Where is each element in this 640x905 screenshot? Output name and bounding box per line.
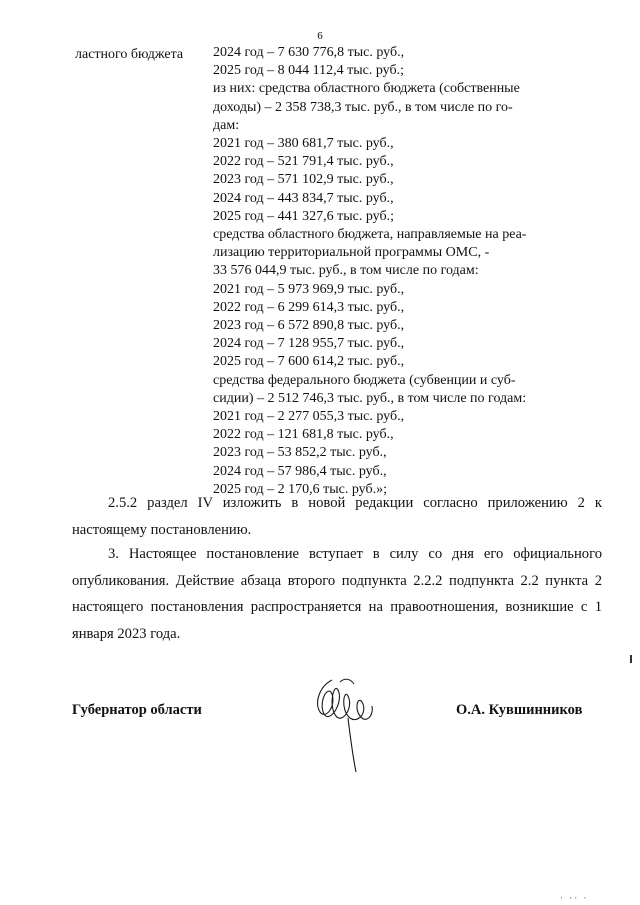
budget-label: ластного бюджета	[75, 47, 184, 62]
budget-line: доходы) – 2 358 738,3 тыс. руб., в том числе по го-	[213, 99, 513, 115]
budget-line: лизацию территориальной программы ОМС, -	[213, 245, 490, 261]
budget-line: 2022 год – 521 791,4 тыс. руб.,	[213, 154, 394, 170]
signatory-title: Губернатор области	[72, 702, 202, 718]
signatory-name: О.А. Кувшинников	[456, 702, 583, 718]
budget-line: 2023 год – 53 852,2 тыс. руб.,	[213, 445, 387, 461]
budget-lines	[213, 44, 613, 499]
budget-line: 2021 год – 5 973 969,9 тыс. руб.,	[213, 281, 405, 297]
budget-line: 2024 год – 443 834,7 тыс. руб.,	[213, 190, 394, 206]
budget-line: дам:	[213, 117, 240, 133]
budget-line: 2025 год – 441 327,6 тыс. руб.;	[213, 208, 394, 224]
budget-line: 2021 год – 380 681,7 тыс. руб.,	[213, 136, 394, 152]
edge-mark	[630, 655, 632, 663]
budget-line: 2025 год – 2 170,6 тыс. руб.»;	[213, 481, 387, 497]
paragraph-2-5-2: 2.5.2 раздел IV изложить в новой редакции согласно приложению 2 к настоящему постановлению.	[72, 495, 602, 538]
footer-mark: · ·· ·	[560, 893, 589, 903]
budget-line: 2023 год – 571 102,9 тыс. руб.,	[213, 172, 394, 188]
budget-line: средства федерального бюджета (субвенции и суб-	[213, 372, 516, 388]
page-number: 6	[317, 30, 323, 42]
budget-line: сидии) – 2 512 746,3 тыс. руб., в том числе по годам:	[213, 390, 527, 406]
budget-line: 2025 год – 7 600 614,2 тыс. руб.,	[213, 354, 405, 370]
budget-line: 33 576 044,9 тыс. руб., в том числе по годам:	[213, 263, 479, 279]
budget-line: из них: средства областного бюджета (собственные	[213, 81, 520, 97]
paragraph-3: 3. Настоящее постановление вступает в силу со дня его официального опубликования. Действие абзаца второго подпункта 2.2.2 подпункта 2.2 пункта 2 настоящего постановления распространяется на правоотношения, возникшие с 1 января 2023 года.	[72, 546, 602, 642]
budget-line: 2022 год – 121 681,8 тыс. руб.,	[213, 427, 394, 443]
budget-line: 2024 год – 7 128 955,7 тыс. руб.,	[213, 336, 405, 352]
budget-line: 2021 год – 2 277 055,3 тыс. руб.,	[213, 409, 405, 425]
handwritten-signature	[310, 672, 380, 777]
budget-line: средства областного бюджета, направляемые на реа-	[213, 227, 527, 243]
budget-line: 2023 год – 6 572 890,8 тыс. руб.,	[213, 318, 405, 334]
budget-line: 2022 год – 6 299 614,3 тыс. руб.,	[213, 299, 405, 315]
budget-line: 2024 год – 57 986,4 тыс. руб.,	[213, 463, 387, 479]
budget-line: 2024 год – 7 630 776,8 тыс. руб.,	[213, 45, 405, 60]
budget-line: 2025 год – 8 044 112,4 тыс. руб.;	[213, 63, 404, 79]
